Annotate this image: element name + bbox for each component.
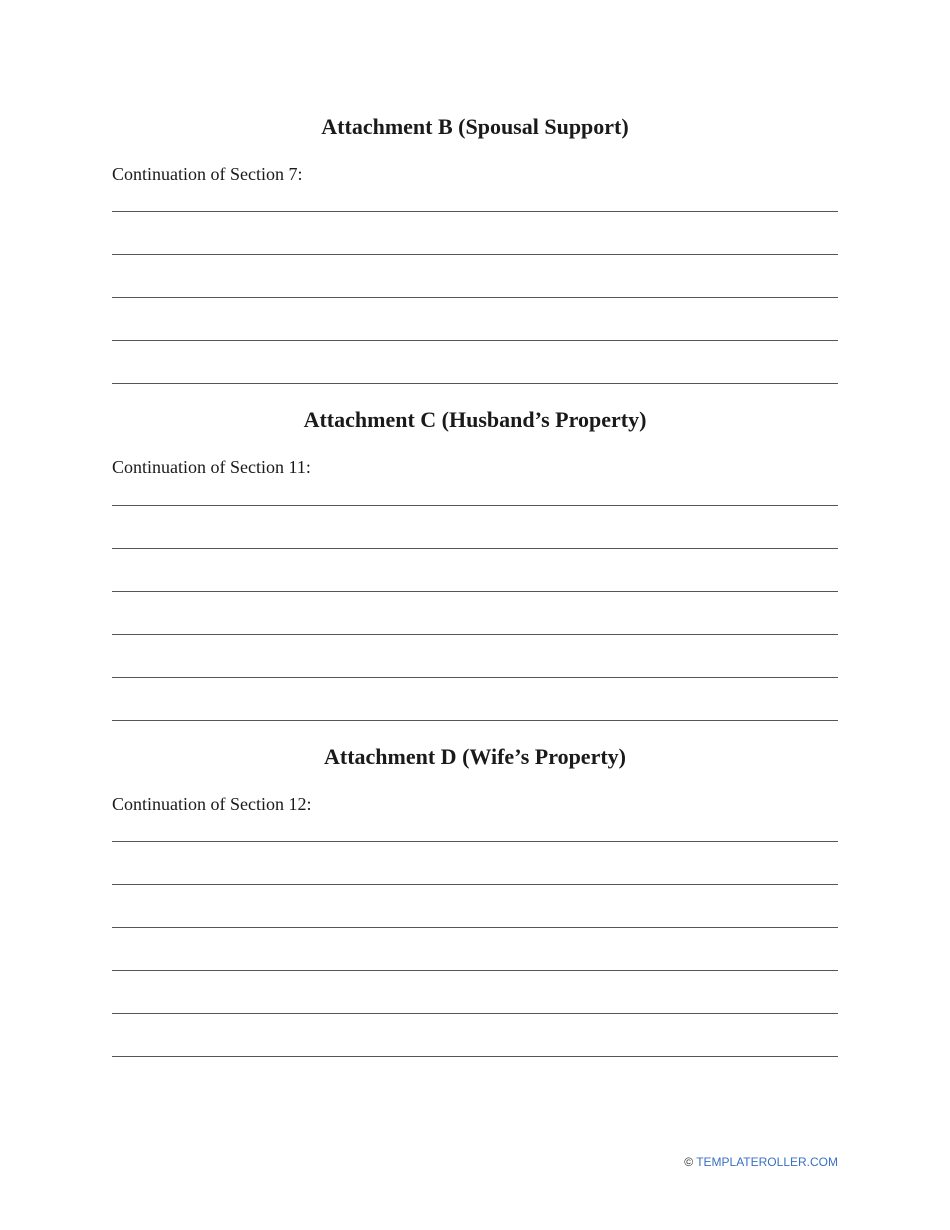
section-heading-attachment-b: Attachment B (Spousal Support)	[321, 114, 629, 139]
blank-line[interactable]	[112, 254, 838, 255]
section-heading-attachment-d: Attachment D (Wife’s Property)	[323, 744, 626, 769]
footer-link[interactable]: TEMPLATEROLLER.COM	[696, 1155, 838, 1169]
blank-line[interactable]	[112, 548, 838, 549]
section-label-attachment-c: Continuation of Section 11:	[112, 457, 311, 477]
blank-line[interactable]	[112, 927, 838, 928]
blank-line[interactable]	[112, 720, 838, 721]
blank-line[interactable]	[112, 340, 838, 341]
copyright-symbol: ©	[684, 1155, 694, 1169]
blank-line[interactable]	[112, 591, 838, 592]
blank-line[interactable]	[112, 634, 838, 635]
footer-credit[interactable]	[684, 1155, 838, 1169]
blank-line[interactable]	[112, 1013, 838, 1014]
blank-line[interactable]	[112, 841, 838, 842]
blank-line[interactable]	[112, 1056, 838, 1057]
blank-line[interactable]	[112, 297, 838, 298]
section-label-attachment-b: Continuation of Section 7:	[112, 164, 303, 184]
blank-line[interactable]	[112, 884, 838, 885]
blank-line[interactable]	[112, 211, 838, 212]
blank-line[interactable]	[112, 383, 838, 384]
section-heading-attachment-c: Attachment C (Husband’s Property)	[303, 407, 647, 432]
blank-line[interactable]	[112, 677, 838, 678]
blank-line[interactable]	[112, 505, 838, 506]
section-label-attachment-d: Continuation of Section 12:	[112, 794, 312, 814]
blank-line[interactable]	[112, 970, 838, 971]
